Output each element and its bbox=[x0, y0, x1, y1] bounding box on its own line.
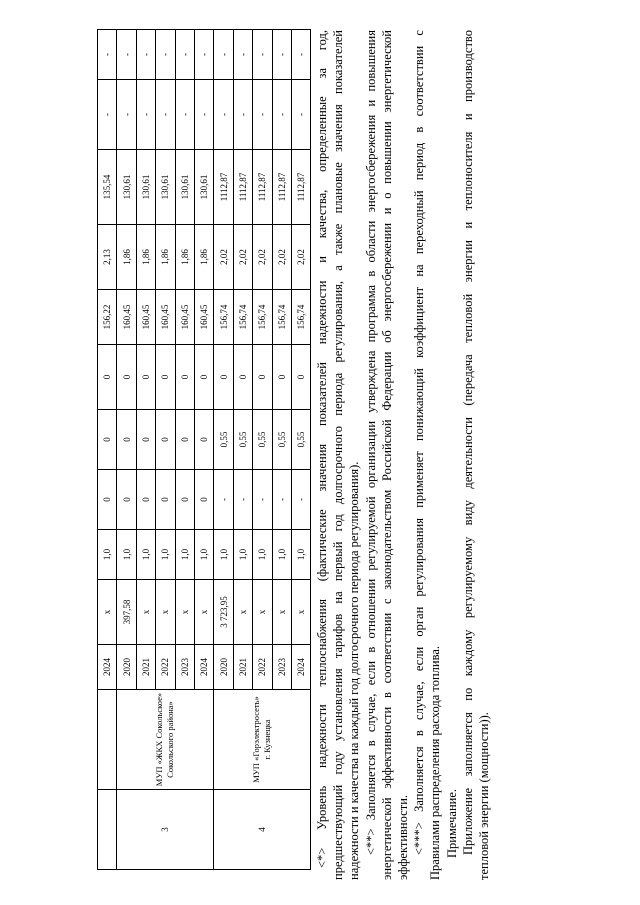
indicator-e-cell: 1,86 bbox=[194, 225, 213, 290]
tariff-table bbox=[97, 29, 311, 870]
indicator-e-cell: 1,86 bbox=[175, 225, 194, 290]
index-cell: 1,0 bbox=[136, 530, 155, 580]
base-level-cell: 397,58 bbox=[117, 580, 136, 645]
indicator-f-cell: 1112,87 bbox=[272, 150, 291, 225]
indicator-h-cell: - bbox=[291, 30, 310, 80]
indicator-g-cell: - bbox=[136, 80, 155, 150]
index-cell: 1,0 bbox=[253, 530, 272, 580]
year-cell: 2024 bbox=[194, 645, 213, 690]
indicator-a-cell: 0 bbox=[117, 470, 136, 530]
footnote-line: надежности и качества на каждый год долгосрочного периода регулирования). bbox=[347, 461, 362, 880]
indicator-b-cell: 0 bbox=[175, 410, 194, 470]
organization-cell bbox=[98, 690, 117, 790]
indicator-c-cell: 0 bbox=[214, 345, 233, 410]
base-level-cell: x bbox=[156, 580, 175, 645]
indicator-a-cell: - bbox=[272, 470, 291, 530]
note-text-line: тепловой энергии (мощности)). bbox=[476, 712, 491, 880]
year-cell: 2024 bbox=[291, 645, 310, 690]
indicator-a-cell: - bbox=[214, 470, 233, 530]
footnote-line: <**> Заполняется в случае, если в отношении регулируемой организации утверждена программа в области энергосбережения и повышения bbox=[363, 30, 378, 855]
indicator-h-cell: - bbox=[214, 30, 233, 80]
row-number-cell: 4 bbox=[214, 790, 311, 870]
base-level-cell: x bbox=[233, 580, 252, 645]
indicator-c-cell: 0 bbox=[156, 345, 175, 410]
index-cell: 1,0 bbox=[117, 530, 136, 580]
year-cell: 2023 bbox=[272, 645, 291, 690]
base-level-cell: x bbox=[291, 580, 310, 645]
organization-name-line: МУП «ЖКХ Сокольское» bbox=[154, 692, 165, 787]
indicator-f-cell: 130,61 bbox=[117, 150, 136, 225]
indicator-d-cell: 156,74 bbox=[272, 290, 291, 345]
indicator-g-cell: - bbox=[98, 80, 117, 150]
organization-name-line: г. Кузнецка bbox=[262, 719, 273, 760]
base-level-cell: x bbox=[175, 580, 194, 645]
year-cell: 2021 bbox=[136, 645, 155, 690]
indicator-c-cell: 0 bbox=[98, 345, 117, 410]
organization-cell bbox=[214, 690, 311, 790]
base-level-cell: 3 723,95 bbox=[214, 580, 233, 645]
index-cell: 1,0 bbox=[233, 530, 252, 580]
indicator-h-cell: - bbox=[175, 30, 194, 80]
index-cell: 1,0 bbox=[194, 530, 213, 580]
indicator-a-cell: - bbox=[233, 470, 252, 530]
indicator-c-cell: 0 bbox=[272, 345, 291, 410]
indicator-e-cell: 2,02 bbox=[253, 225, 272, 290]
indicator-e-cell: 1,86 bbox=[117, 225, 136, 290]
organization-name-line: Сокольского района» bbox=[165, 701, 176, 778]
index-cell: 1,0 bbox=[175, 530, 194, 580]
indicator-d-cell: 160,45 bbox=[136, 290, 155, 345]
indicator-h-cell: - bbox=[233, 30, 252, 80]
indicator-g-cell: - bbox=[156, 80, 175, 150]
indicator-g-cell: - bbox=[117, 80, 136, 150]
year-cell: 2021 bbox=[233, 645, 252, 690]
footnote-line: предшествующий году установления тарифов на первый год долгосрочного периода регулирования, а также плановые значения показателей bbox=[331, 30, 346, 880]
row-number-cell: 3 bbox=[117, 790, 214, 870]
table-row bbox=[98, 30, 117, 870]
organization-cell bbox=[117, 690, 214, 790]
indicator-g-cell: - bbox=[175, 80, 194, 150]
base-level-cell: x bbox=[272, 580, 291, 645]
indicator-b-cell: 0 bbox=[194, 410, 213, 470]
indicator-f-cell: 130,61 bbox=[156, 150, 175, 225]
indicator-f-cell: 1112,87 bbox=[214, 150, 233, 225]
footnote-line: <***> Заполняется в случае, если орган регулирования применяет понижающий коэффициент на переходный период в соответствии с bbox=[412, 30, 427, 855]
index-cell: 1,0 bbox=[272, 530, 291, 580]
indicator-e-cell: 2,02 bbox=[272, 225, 291, 290]
year-cell: 2022 bbox=[253, 645, 272, 690]
row-number-cell bbox=[98, 790, 117, 870]
year-cell: 2023 bbox=[175, 645, 194, 690]
base-level-cell: x bbox=[194, 580, 213, 645]
base-level-cell: x bbox=[253, 580, 272, 645]
indicator-h-cell: - bbox=[117, 30, 136, 80]
note-heading: Примечание. bbox=[444, 788, 459, 858]
indicator-d-cell: 156,74 bbox=[291, 290, 310, 345]
indicator-e-cell: 1,86 bbox=[136, 225, 155, 290]
indicator-h-cell: - bbox=[156, 30, 175, 80]
indicator-h-cell: - bbox=[272, 30, 291, 80]
indicator-f-cell: 130,61 bbox=[136, 150, 155, 225]
indicator-a-cell: 0 bbox=[136, 470, 155, 530]
indicator-f-cell: 1112,87 bbox=[233, 150, 252, 225]
indicator-c-cell: 0 bbox=[194, 345, 213, 410]
year-cell: 2020 bbox=[214, 645, 233, 690]
indicator-g-cell: - bbox=[233, 80, 252, 150]
indicator-a-cell: 0 bbox=[175, 470, 194, 530]
indicator-f-cell: 1112,87 bbox=[253, 150, 272, 225]
indicator-g-cell: - bbox=[253, 80, 272, 150]
indicator-d-cell: 160,45 bbox=[117, 290, 136, 345]
footnote-line: Правилами распределения расхода топлива. bbox=[428, 646, 443, 880]
index-cell: 1,0 bbox=[98, 530, 117, 580]
indicator-d-cell: 156,22 bbox=[98, 290, 117, 345]
indicator-c-cell: 0 bbox=[117, 345, 136, 410]
index-cell: 1,0 bbox=[156, 530, 175, 580]
indicator-d-cell: 156,74 bbox=[233, 290, 252, 345]
indicator-g-cell: - bbox=[194, 80, 213, 150]
indicator-h-cell: - bbox=[253, 30, 272, 80]
indicator-a-cell: 0 bbox=[156, 470, 175, 530]
indicator-a-cell: - bbox=[253, 470, 272, 530]
indicator-e-cell: 2,02 bbox=[233, 225, 252, 290]
indicator-d-cell: 160,45 bbox=[175, 290, 194, 345]
indicator-e-cell: 2,02 bbox=[291, 225, 310, 290]
table-row bbox=[117, 30, 136, 870]
organization-name-line: МУП «Горэлектросеть» bbox=[251, 696, 262, 783]
year-cell: 2024 bbox=[98, 645, 117, 690]
indicator-e-cell: 1,86 bbox=[156, 225, 175, 290]
indicator-d-cell: 160,45 bbox=[156, 290, 175, 345]
year-cell: 2022 bbox=[156, 645, 175, 690]
indicator-d-cell: 156,74 bbox=[253, 290, 272, 345]
footnote-line: <*> Уровень надежности теплоснабжения (фактические значения показателей надежности и качества, определенные за год, bbox=[315, 30, 329, 868]
index-cell: 1,0 bbox=[291, 530, 310, 580]
footnote-line: энергетической эффективности в соответствии с законодательством Российской Федерации об энергосбережении и о повышении энергетической bbox=[379, 30, 394, 880]
indicator-a-cell: - bbox=[291, 470, 310, 530]
indicator-c-cell: 0 bbox=[253, 345, 272, 410]
base-level-cell: x bbox=[136, 580, 155, 645]
indicator-f-cell: 1112,87 bbox=[291, 150, 310, 225]
year-cell: 2020 bbox=[117, 645, 136, 690]
indicator-d-cell: 160,45 bbox=[194, 290, 213, 345]
indicator-h-cell: - bbox=[136, 30, 155, 80]
footnotes bbox=[314, 30, 492, 880]
indicator-b-cell: 0 bbox=[136, 410, 155, 470]
indicator-b-cell: 0,55 bbox=[272, 410, 291, 470]
indicator-a-cell: 0 bbox=[98, 470, 117, 530]
indicator-g-cell: - bbox=[214, 80, 233, 150]
index-cell: 1,0 bbox=[214, 530, 233, 580]
indicator-b-cell: 0,55 bbox=[233, 410, 252, 470]
indicator-f-cell: 135,54 bbox=[98, 150, 117, 225]
indicator-h-cell: - bbox=[98, 30, 117, 80]
base-level-cell: x bbox=[98, 580, 117, 645]
indicator-b-cell: 0 bbox=[98, 410, 117, 470]
indicator-b-cell: 0,55 bbox=[214, 410, 233, 470]
indicator-f-cell: 130,61 bbox=[175, 150, 194, 225]
indicator-e-cell: 2,02 bbox=[214, 225, 233, 290]
indicator-b-cell: 0,55 bbox=[291, 410, 310, 470]
indicator-a-cell: 0 bbox=[194, 470, 213, 530]
indicator-c-cell: 0 bbox=[291, 345, 310, 410]
indicator-g-cell: - bbox=[291, 80, 310, 150]
indicator-b-cell: 0,55 bbox=[253, 410, 272, 470]
indicator-d-cell: 156,74 bbox=[214, 290, 233, 345]
indicator-e-cell: 2,13 bbox=[98, 225, 117, 290]
indicator-g-cell: - bbox=[272, 80, 291, 150]
table-row bbox=[214, 30, 233, 870]
indicator-b-cell: 0 bbox=[117, 410, 136, 470]
note-text-line: Приложение заполняется по каждому регулируемому виду деятельности (передача тепловой энергии и теплоносителя и производство bbox=[460, 30, 475, 855]
indicator-c-cell: 0 bbox=[136, 345, 155, 410]
indicator-c-cell: 0 bbox=[233, 345, 252, 410]
indicator-f-cell: 130,61 bbox=[194, 150, 213, 225]
indicator-h-cell: - bbox=[194, 30, 213, 80]
indicator-c-cell: 0 bbox=[175, 345, 194, 410]
indicator-b-cell: 0 bbox=[156, 410, 175, 470]
footnote-line: эффективности. bbox=[395, 794, 410, 880]
